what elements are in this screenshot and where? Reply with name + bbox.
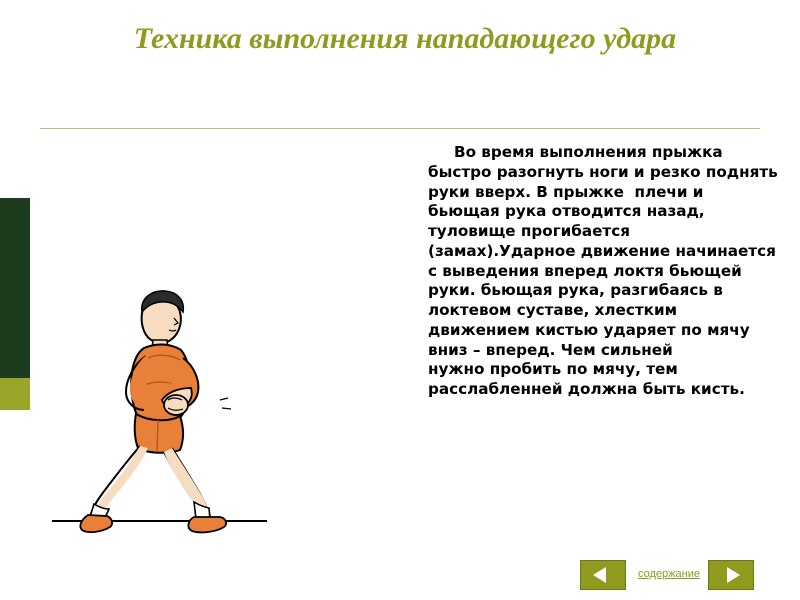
left-accent-bar-olive <box>0 378 30 410</box>
next-slide-button[interactable] <box>708 560 754 590</box>
body-paragraph-1: Во время выполнения прыжка быстро разогнуть ноги и резко поднять руки вверх. В прыжке плечи и бьющая рука отводится назад, туловище прогибается (замах).Ударное движение начинается с выведения вперед локтя бьющей руки. бьющая рука, разгибаясь в локтевом суставе, хлестким движением кистью ударяет по мячу вниз – вперед. Чем сильней <box>428 143 784 359</box>
left-accent-bar-dark <box>0 198 30 378</box>
title-divider <box>40 128 760 129</box>
previous-slide-button[interactable] <box>580 560 626 590</box>
body-paragraph-2: нужно пробить по мячу, тем расслабленней должна быть кисть. <box>428 360 745 398</box>
slide-title: Техника выполнения нападающего удара <box>133 22 677 55</box>
contents-link[interactable]: содержание <box>638 568 700 580</box>
slide-navigation <box>580 560 770 594</box>
volleyball-player-illustration <box>52 288 282 548</box>
slide-body-text <box>428 143 784 400</box>
arrow-left-icon <box>593 567 606 583</box>
arrow-right-icon <box>727 567 740 583</box>
